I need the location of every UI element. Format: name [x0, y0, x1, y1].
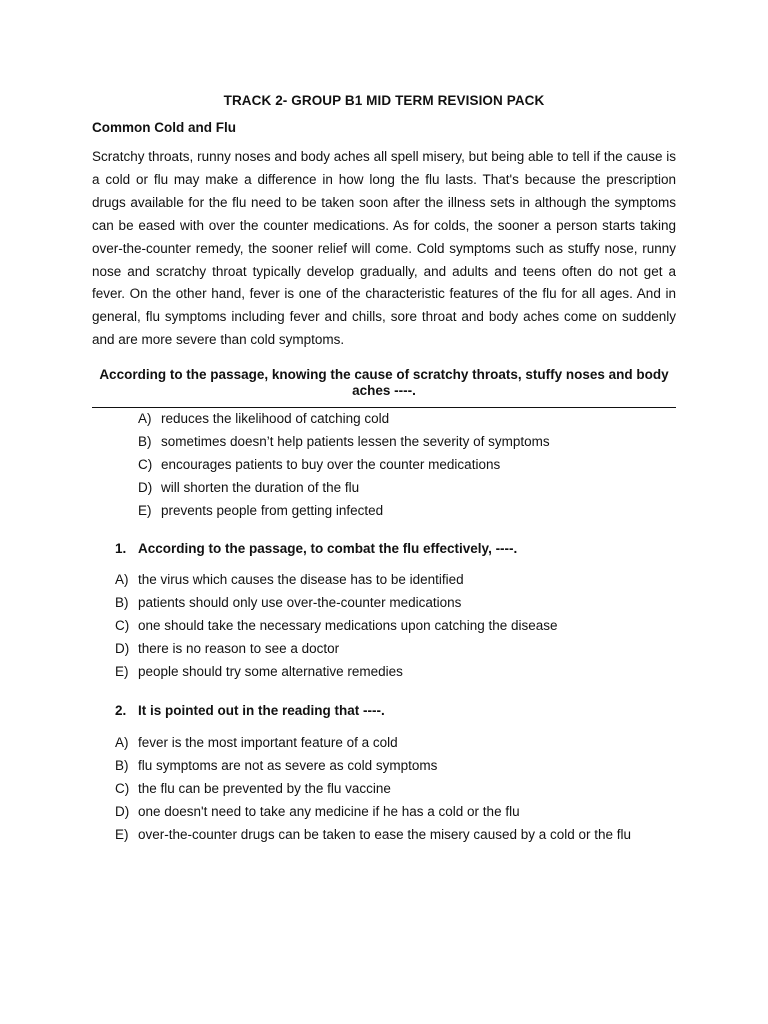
option-letter: B): [115, 595, 129, 611]
reading-passage: Scratchy throats, runny noses and body aches all spell misery, but being able to tell if the cause is a cold or flu may make a difference in how long the flu lasts. That's because the prescription drugs available for the flu need to be taken soon after the illness sets in although the symptoms can be eased with over the counter medications. As for colds, the sooner a person starts taking over-the-counter remedy, the sooner relief will come. Cold symptoms such as stuffy nose, runny nose and scratchy throat typically develop gradually, and adults and teens often do not get a fever. On the other hand, fever is one of the characteristic features of the flu for all ages. And in general, flu symptoms including fever and chills, sore throat and body aches come on suddenly and are more severe than cold symptoms.: [92, 149, 676, 348]
question-number: 1.: [115, 541, 127, 557]
option-letter: E): [115, 827, 129, 843]
option-a: [115, 571, 676, 594]
option-text: the virus which causes the disease has to be identified: [138, 572, 464, 588]
option-b: [115, 594, 676, 617]
option-text: flu symptoms are not as severe as cold symptoms: [138, 758, 438, 774]
document-page: [92, 93, 676, 849]
option-letter: D): [138, 480, 153, 496]
answer-options: [115, 571, 676, 686]
option-text: one doesn't need to take any medicine if he has a cold or the flu: [138, 804, 520, 820]
option-d: [115, 640, 676, 663]
option-c: [115, 780, 676, 803]
document-title: TRACK 2- GROUP B1 MID TERM REVISION PACK: [223, 93, 545, 108]
question-number: 2.: [115, 703, 127, 719]
option-e: [115, 663, 676, 686]
option-text: will shorten the duration of the flu: [161, 480, 360, 496]
option-letter: B): [115, 758, 129, 774]
option-text: fever is the most important feature of a cold: [138, 735, 398, 751]
option-text: over-the-counter drugs can be taken to ease the misery caused by a cold or the flu: [138, 827, 632, 843]
option-text: one should take the necessary medications upon catching the disease: [138, 618, 558, 634]
answer-options: [138, 410, 676, 525]
option-b: [115, 757, 676, 780]
option-d: [138, 479, 676, 502]
option-d: [115, 803, 676, 826]
question-2-stem: [115, 702, 676, 719]
option-letter: A): [138, 411, 152, 427]
option-text: the flu can be prevented by the flu vaccine: [138, 781, 391, 797]
option-letter: E): [138, 503, 152, 519]
option-letter: A): [115, 572, 129, 588]
option-text: encourages patients to buy over the counter medications: [161, 457, 501, 473]
question-text: It is pointed out in the reading that ----.: [138, 703, 385, 719]
option-letter: C): [138, 457, 153, 473]
section-title: Common Cold and Flu: [92, 120, 236, 135]
option-c: [115, 617, 676, 640]
option-letter: A): [115, 735, 129, 751]
option-letter: D): [115, 804, 130, 820]
option-c: [138, 456, 676, 479]
option-a: [115, 734, 676, 757]
option-e: [138, 502, 676, 525]
option-letter: E): [115, 664, 129, 680]
question-stem: According to the passage, knowing the cause of scratchy throats, stuffy noses and body aches ----.: [92, 367, 676, 408]
question-1-stem: [115, 540, 676, 557]
option-text: people should try some alternative remedies: [138, 664, 403, 680]
question-text: According to the passage, to combat the flu effectively, ----.: [138, 541, 518, 557]
option-text: prevents people from getting infected: [161, 503, 384, 519]
option-letter: D): [115, 641, 130, 657]
option-letter: C): [115, 618, 130, 634]
option-text: reduces the likelihood of catching cold: [161, 411, 390, 427]
option-a: [138, 410, 676, 433]
answer-options: [115, 734, 676, 849]
option-e: [115, 826, 676, 849]
option-text: patients should only use over-the-counter medications: [138, 595, 462, 611]
option-text: sometimes doesn’t help patients lessen the severity of symptoms: [161, 434, 550, 450]
option-letter: C): [115, 781, 130, 797]
option-letter: B): [138, 434, 152, 450]
option-b: [138, 433, 676, 456]
option-text: there is no reason to see a doctor: [138, 641, 340, 657]
